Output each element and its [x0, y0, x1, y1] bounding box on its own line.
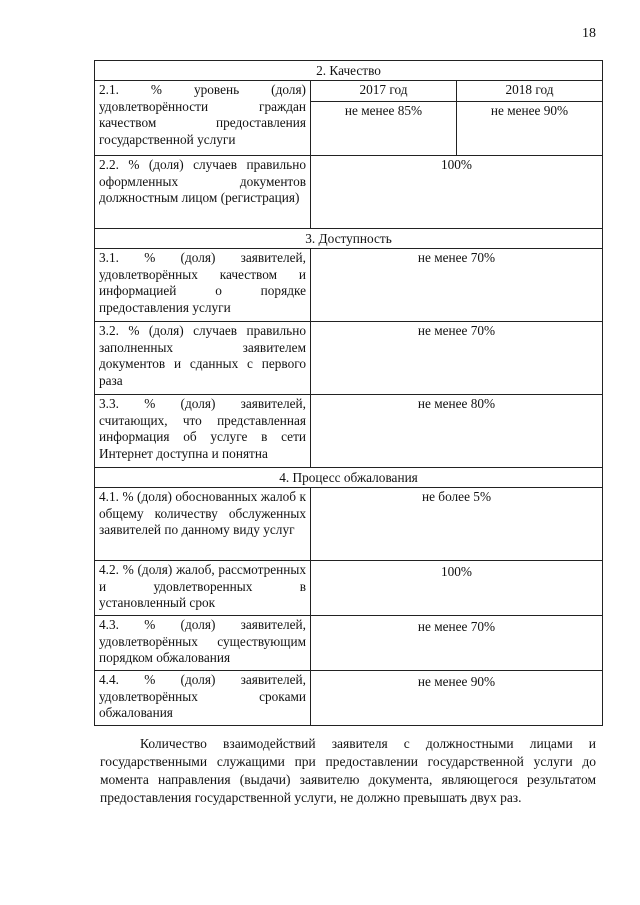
section-row-accessibility — [95, 229, 603, 249]
indicator-value: не более 5% — [311, 488, 603, 561]
section-row-appeal — [95, 468, 603, 488]
section-title-quality: 2. Качество — [95, 61, 603, 81]
indicator-value: не менее 90% — [311, 671, 603, 726]
indicator-label: 4.1. % (доля) обоснованных жалоб к общему количеству обслуженных заявителей по данному виду услуг — [95, 488, 311, 561]
table-row — [95, 395, 603, 468]
indicator-value: 100% — [311, 561, 603, 616]
indicator-label: 2.1. % уровень (доля) удовлетворённости граждан качеством предоставления государственной услуги — [95, 81, 311, 156]
indicator-label: 2.2. % (доля) случаев правильно оформленных документов должностным лицом (регистрация) — [95, 156, 311, 229]
section-row-quality — [95, 61, 603, 81]
indicator-value-2018: не менее 90% — [457, 102, 603, 156]
table-row — [95, 249, 603, 322]
section-title-accessibility: 3. Доступность — [95, 229, 603, 249]
indicator-value: не менее 70% — [311, 322, 603, 395]
indicator-label: 3.1. % (доля) заявителей, удовлетворённых качеством и информацией о порядке предоставления услуги — [95, 249, 311, 322]
section-title-appeal: 4. Процесс обжалования — [95, 468, 603, 488]
year-header-2017: 2017 год — [311, 81, 457, 102]
indicator-value: 100% — [311, 156, 603, 229]
indicator-value: не менее 70% — [311, 616, 603, 671]
table-row — [95, 488, 603, 561]
table-row — [95, 561, 603, 616]
indicator-label: 4.4. % (доля) заявителей, удовлетворённых сроками обжалования — [95, 671, 311, 726]
table-row — [95, 81, 603, 102]
indicator-label: 3.3. % (доля) заявителей, считающих, что представленная информация об услуге в сети Интернет доступна и понятна — [95, 395, 311, 468]
indicator-label: 3.2. % (доля) случаев правильно заполненных заявителем документов и сданных с первого раза — [95, 322, 311, 395]
indicators-table — [94, 60, 603, 726]
indicator-value: не менее 70% — [311, 249, 603, 322]
indicator-value: не менее 80% — [311, 395, 603, 468]
closing-paragraph: Количество взаимодействий заявителя с должностными лицами и государственными служащими при предоставлении государственной услуги до момента направления (выдачи) заявителю документа, являющегося результатом предоставления государственной услуги, не должно превышать двух раз. — [100, 736, 596, 805]
indicator-label: 4.3. % (доля) заявителей, удовлетворённых существующим порядком обжалования — [95, 616, 311, 671]
table-row — [95, 616, 603, 671]
table-row — [95, 671, 603, 726]
indicator-label: 4.2. % (доля) жалоб, рассмотренных и удовлетворенных в установленный срок — [95, 561, 311, 616]
table-row — [95, 156, 603, 229]
year-header-2018: 2018 год — [457, 81, 603, 102]
indicator-value-2017: не менее 85% — [311, 102, 457, 156]
page-number: 18 — [582, 26, 596, 41]
table-row — [95, 322, 603, 395]
